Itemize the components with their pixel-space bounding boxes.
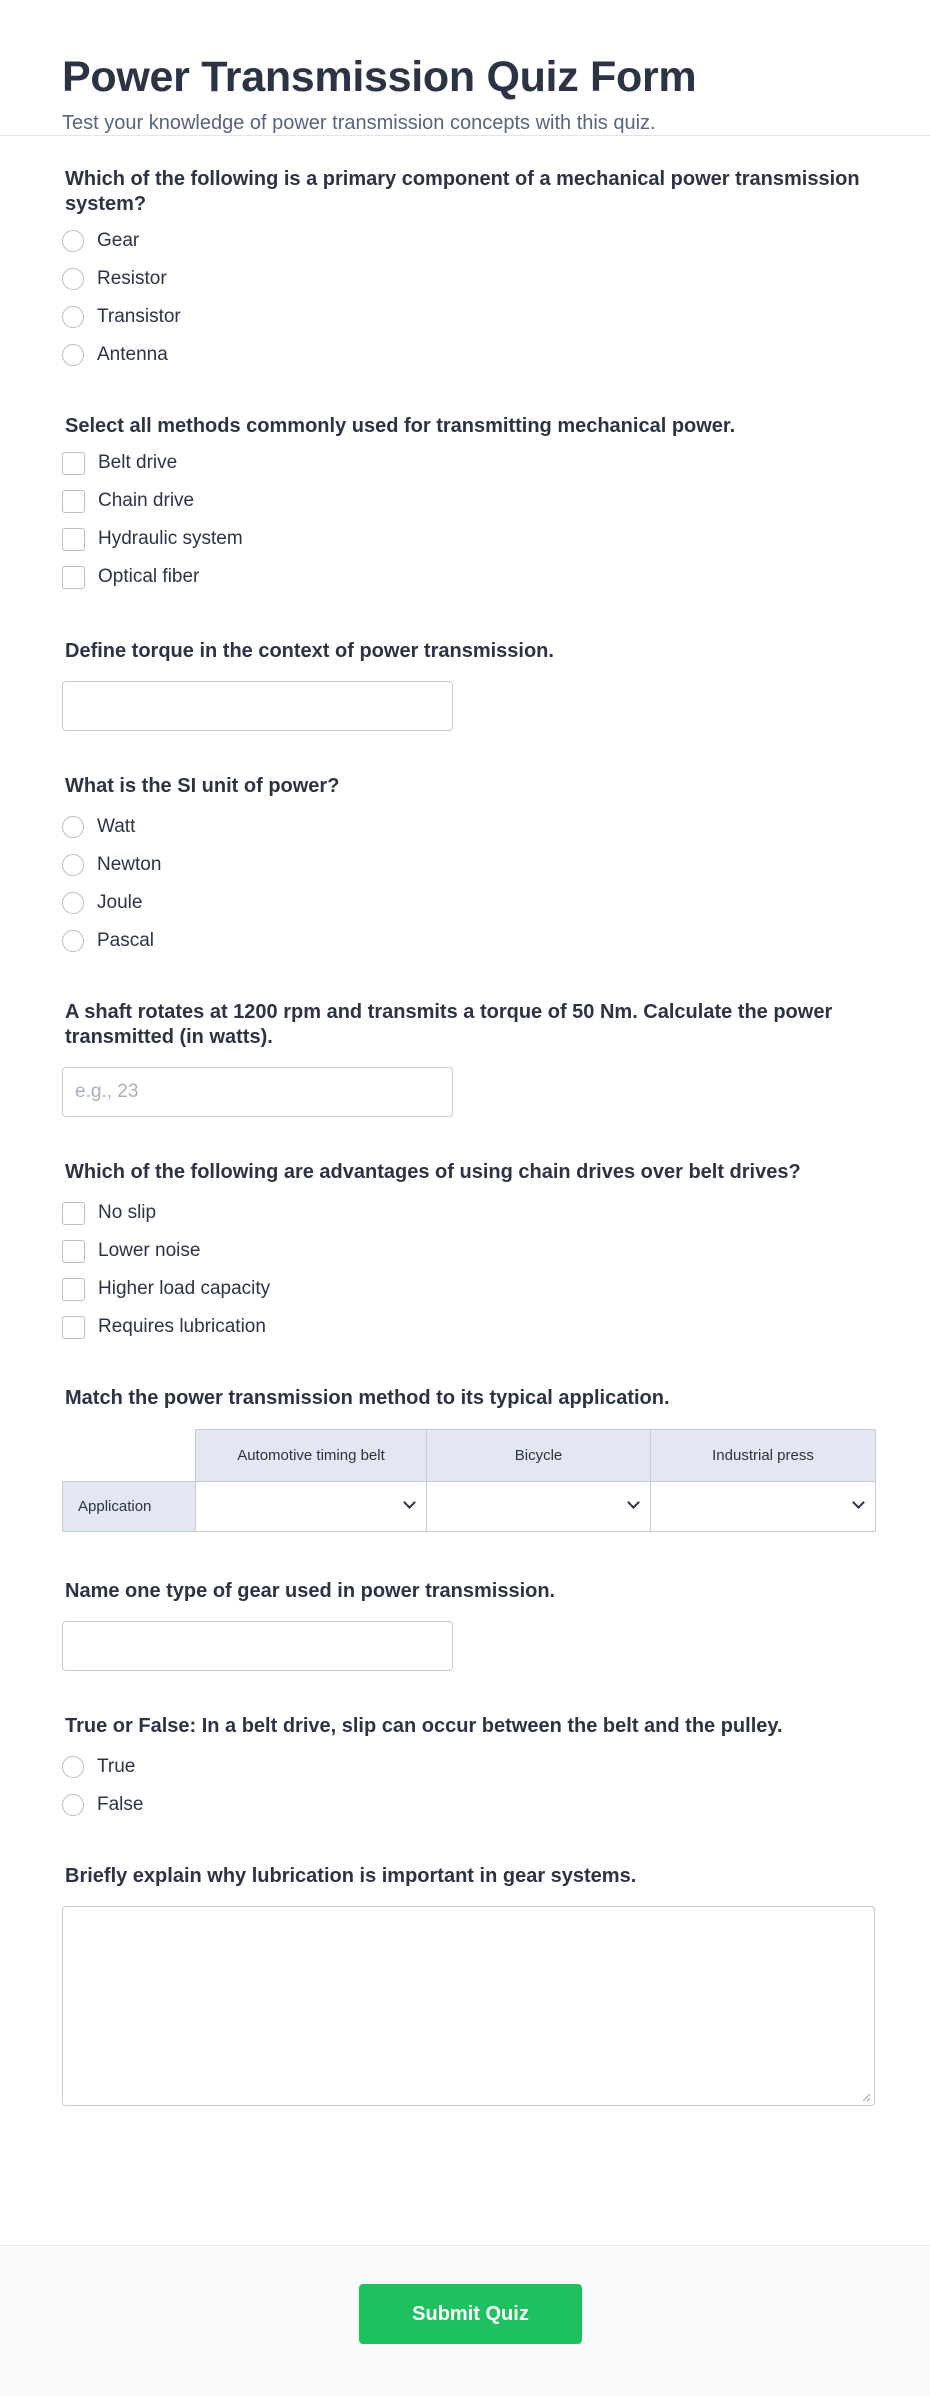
chevron-down-icon [403,1496,416,1509]
checkbox[interactable] [62,490,85,513]
question-define-torque [62,639,876,731]
form-subtitle: Test your knowledge of power transmission concepts with this quiz. [62,112,656,134]
dropdown[interactable] [427,1482,650,1531]
matrix-column-header: Industrial press [651,1430,876,1482]
matrix-corner [63,1430,196,1482]
gear-type-input[interactable] [62,1621,453,1671]
checkbox-option-lower-noise[interactable] [62,1232,876,1270]
chevron-down-icon [627,1496,640,1509]
option-label: Resistor [97,268,167,289]
option-label: Newton [97,854,162,875]
option-label: False [97,1794,144,1815]
checkbox-group [62,444,876,596]
checkbox[interactable] [62,566,85,589]
question-label: What is the SI unit of power? [65,775,340,797]
matrix-column-header: Bicycle [427,1430,651,1482]
question-match-method [62,1386,876,1532]
option-label: Transistor [97,306,181,327]
radio-button[interactable] [62,1794,84,1816]
radio-group [62,808,876,960]
question-lubrication [62,1864,876,2106]
option-label: Hydraulic system [98,528,243,549]
checkbox[interactable] [62,1316,85,1339]
checkbox[interactable] [62,1278,85,1301]
matrix-select-industrial-press[interactable] [651,1482,876,1532]
form-title: Power Transmission Quiz Form [62,53,697,101]
checkbox-option-belt-drive[interactable] [62,444,876,482]
radio-group [62,1748,876,1824]
checkbox-option-chain-drive[interactable] [62,482,876,520]
radio-option-transistor[interactable] [62,298,876,336]
matrix-row-label: Application [63,1482,196,1532]
question-primary-component [62,167,876,374]
option-label: Watt [97,816,136,837]
question-true-false-slip [62,1714,876,1824]
checkbox[interactable] [62,452,85,475]
matrix-select-automotive-timing-belt[interactable] [196,1482,427,1532]
checkbox-option-higher-load-capacity[interactable] [62,1270,876,1308]
checkbox-option-optical-fiber[interactable] [62,558,876,596]
question-label: Match the power transmission method to its typical application. [65,1387,670,1409]
question-chain-drive-advantages [62,1160,876,1346]
option-label: Joule [97,892,143,913]
radio-button[interactable] [62,344,84,366]
checkbox-group [62,1194,876,1346]
option-label: Requires lubrication [98,1316,266,1337]
option-label: Lower noise [98,1240,201,1261]
question-transmission-methods [62,414,876,596]
radio-option-watt[interactable] [62,808,876,846]
matching-matrix [62,1429,876,1532]
option-label: Optical fiber [98,566,200,587]
radio-button[interactable] [62,268,84,290]
radio-button[interactable] [62,930,84,952]
radio-option-newton[interactable] [62,846,876,884]
option-label: True [97,1756,136,1777]
question-si-unit-power [62,774,876,960]
radio-option-resistor[interactable] [62,260,876,298]
dropdown[interactable] [651,1482,875,1531]
question-label: Name one type of gear used in power transmission. [65,1580,556,1602]
submit-button[interactable]: Submit Quiz [359,2284,582,2344]
chevron-down-icon [852,1496,865,1509]
radio-option-true[interactable] [62,1748,876,1786]
question-label: Briefly explain why lubrication is important in gear systems. [65,1865,637,1887]
radio-button[interactable] [62,892,84,914]
question-label: True or False: In a belt drive, slip can occur between the belt and the pulley. [65,1715,783,1737]
radio-option-false[interactable] [62,1786,876,1824]
question-label: Define torque in the context of power transmission. [65,640,554,662]
form-content [0,167,930,2106]
checkbox[interactable] [62,528,85,551]
option-label: Antenna [97,344,168,365]
question-label: Which of the following are advantages of using chain drives over belt drives? [65,1161,801,1183]
question-label: Which of the following is a primary component of a mechanical power transmission system? [65,168,860,215]
question-calculate-power [62,1000,876,1117]
radio-option-joule[interactable] [62,884,876,922]
checkbox-option-requires-lubrication[interactable] [62,1308,876,1346]
question-gear-type [62,1579,876,1671]
option-label: Pascal [97,930,155,951]
matrix-column-header: Automotive timing belt [196,1430,427,1482]
radio-option-pascal[interactable] [62,922,876,960]
lubrication-explanation-textarea[interactable] [62,1906,875,2106]
radio-button[interactable] [62,230,84,252]
form-header [0,0,930,136]
radio-button[interactable] [62,854,84,876]
question-label: Select all methods commonly used for transmitting mechanical power. [65,415,736,437]
torque-definition-input[interactable] [62,681,453,731]
form-footer [0,2245,930,2396]
checkbox-option-no-slip[interactable] [62,1194,876,1232]
radio-button[interactable] [62,816,84,838]
matrix-select-bicycle[interactable] [427,1482,651,1532]
option-label: Chain drive [98,490,195,511]
radio-option-gear[interactable] [62,222,876,260]
resize-grip-icon[interactable] [861,2092,871,2102]
radio-group [62,222,876,374]
checkbox[interactable] [62,1202,85,1225]
option-label: Belt drive [98,452,178,473]
radio-option-antenna[interactable] [62,336,876,374]
option-label: No slip [98,1202,157,1223]
radio-button[interactable] [62,1756,84,1778]
radio-button[interactable] [62,306,84,328]
option-label: Higher load capacity [98,1278,271,1299]
option-label: Gear [97,230,140,251]
checkbox[interactable] [62,1240,85,1263]
checkbox-option-hydraulic-system[interactable] [62,520,876,558]
dropdown[interactable] [196,1482,426,1531]
question-label: A shaft rotates at 1200 rpm and transmits a torque of 50 Nm. Calculate the power transmitted (in watts). [65,1001,833,1048]
power-answer-input[interactable] [62,1067,453,1117]
